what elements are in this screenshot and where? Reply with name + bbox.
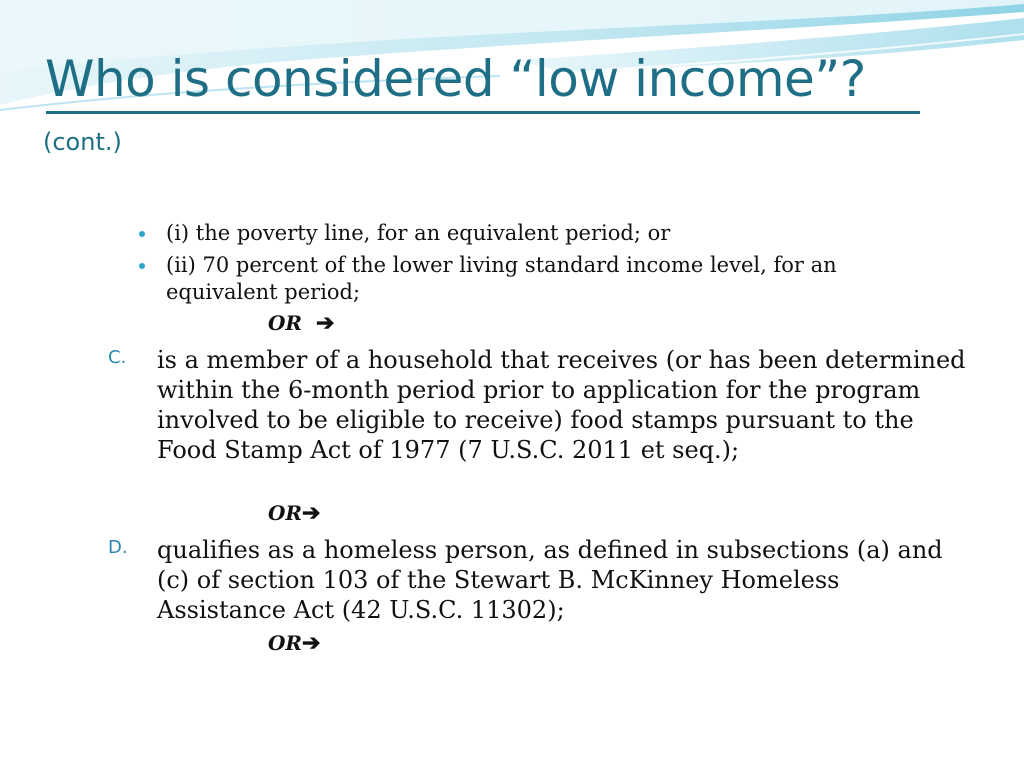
- list-item-c: [108, 345, 968, 465]
- or-connector: [268, 630, 320, 656]
- bullet-dot-icon: [139, 231, 145, 237]
- bullet-list: [136, 220, 936, 311]
- title-underline: [46, 111, 920, 114]
- or-label: OR: [268, 631, 303, 655]
- or-label: OR: [268, 501, 303, 525]
- list-item-d: [108, 535, 968, 625]
- slide-subtitle: (cont.): [43, 128, 122, 156]
- slide-title: Who is considered “low income”?: [45, 50, 866, 108]
- bullet-item: [136, 220, 936, 247]
- right-arrow-icon: ➔: [302, 500, 321, 526]
- bullet-text: (i) the poverty line, for an equivalent period; or: [166, 221, 671, 245]
- right-arrow-icon: ➔: [302, 630, 321, 656]
- right-arrow-icon: ➔: [315, 310, 335, 336]
- bullet-item: [136, 252, 936, 306]
- item-text: qualifies as a homeless person, as defined in subsections (a) and (c) of section 103 of the Stewart B. McKinney Homeless Assistance Act (42 U.S.C. 11302);: [157, 536, 943, 624]
- item-text: is a member of a household that receives (or has been determined within the 6-month period prior to application for the program involved to be eligible to receive) food stamps pursuant to the Food Stamp Act of 1977 (7 U.S.C. 2011 et seq.);: [157, 346, 966, 464]
- item-marker: D.: [108, 537, 128, 558]
- or-connector: [268, 500, 320, 526]
- or-label: OR: [268, 311, 303, 335]
- bullet-text: (ii) 70 percent of the lower living standard income level, for an equivalent period;: [166, 253, 837, 304]
- or-connector: [268, 310, 334, 336]
- item-marker: C.: [108, 347, 127, 368]
- bullet-dot-icon: [139, 263, 145, 269]
